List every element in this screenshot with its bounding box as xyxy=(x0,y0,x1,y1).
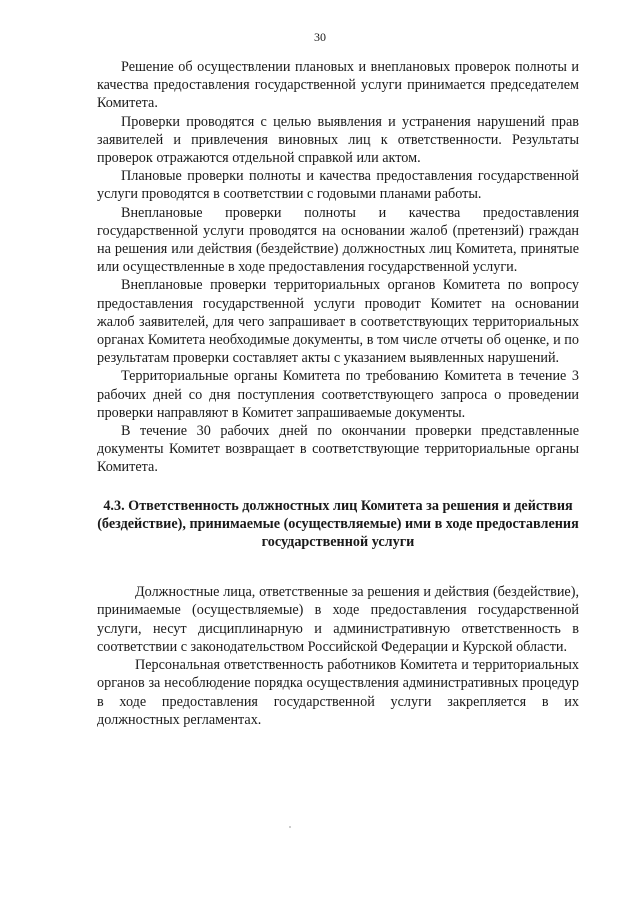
paragraph: Решение об осуществлении плановых и внеплановых проверок полноты и качества предоставления государственной услуги принимается председателем Комитета. xyxy=(97,59,579,112)
paragraph: Внеплановые проверки территориальных органов Комитета по вопросу предоставления государственной услуги проводит Комитет на основании жалоб заявителей, для чего запрашивает в соответствующих территориальных органах Комитета необходимые документы, в том числе отчеты об оценке, и по результатам проверки составляет акты с указанием выявленных нарушений. xyxy=(97,277,579,367)
paragraph: Персональная ответственность работников Комитета и территориальных органов за несоблюдение порядка осуществления административных процедур в ходе предоставления государственной услуги закрепляется в их должностных регламентах. xyxy=(97,657,579,728)
paragraph: Внеплановые проверки полноты и качества предоставления государственной услуги проводятся на основании жалоб (претензий) граждан на решения или действия (бездействие) должностных лиц Комитета, принятые или осуществленные в ходе предоставления государственной услуги. xyxy=(97,204,579,276)
paragraph: В течение 30 рабочих дней по окончании проверки представленные документы Комитет возвращает в соответствующие территориальные органы Комитета. xyxy=(97,423,579,476)
section-spacer xyxy=(97,551,579,583)
document-body xyxy=(97,58,579,729)
scan-artifact xyxy=(289,826,291,828)
page-number: 30 xyxy=(314,30,326,44)
paragraph: Плановые проверки полноты и качества предоставления государственной услуги проводятся в соответствии с годовыми планами работы. xyxy=(97,168,579,203)
paragraph: Должностные лица, ответственные за решения и действия (бездействие), принимаемые (осуществляемые) в ходе предоставления государственной услуги, несут дисциплинарную и административную ответственность в соответствии с законодательством Российской Федерации и Курской области. xyxy=(97,584,579,655)
paragraph: Территориальные органы Комитета по требованию Комитета в течение 3 рабочих дней со дня поступления соответствующего запроса о проведении проверки направляют в Комитет запрашиваемые документы. xyxy=(97,368,579,421)
paragraph: Проверки проводятся с целью выявления и устранения нарушений прав заявителей и привлечения виновных лиц к ответственности. Результаты проверок отражаются отдельной справкой или актом. xyxy=(97,113,579,167)
section-heading: 4.3. Ответственность должностных лиц Комитета за решения и действия (бездействие), принимаемые (осуществляемые) ими в ходе предоставления государственной услуги xyxy=(97,497,579,551)
